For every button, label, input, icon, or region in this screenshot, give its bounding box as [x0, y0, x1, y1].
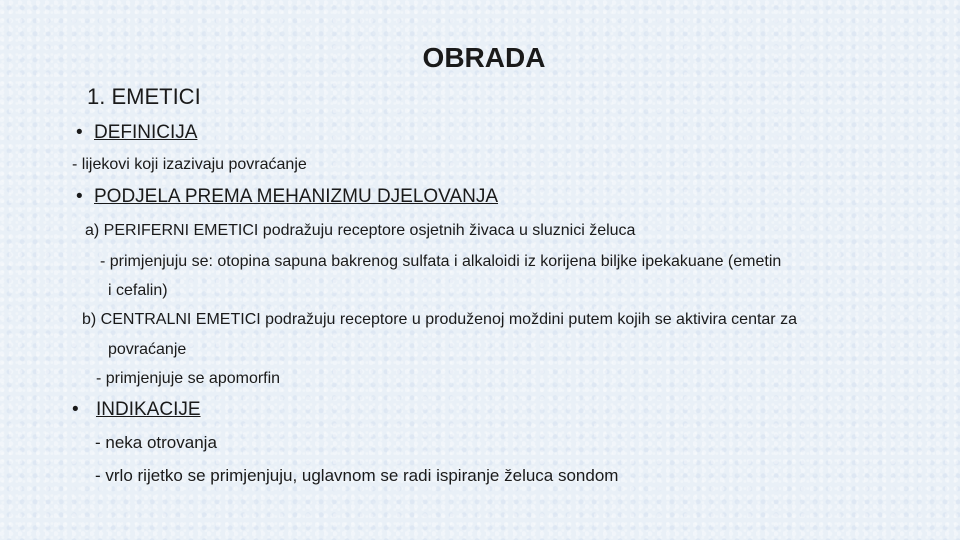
bullet-icon: • [72, 399, 79, 420]
definicija-heading: DEFINICIJA [94, 122, 198, 143]
podjela-b-2: povraćanje [108, 341, 187, 358]
podjela-b-1: b) CENTRALNI EMETICI podražuju receptore u produženoj moždini putem kojih se aktivira centar za [82, 311, 797, 328]
bullet-icon: • [76, 186, 83, 207]
indikacije-heading: INDIKACIJE [96, 399, 201, 420]
podjela-heading: PODJELA PREMA MEHANIZMU DJELOVANJA [94, 186, 499, 207]
section-heading: 1. EMETICI [87, 84, 201, 109]
podjela-a-use-1: - primjenjuju se: otopina sapuna bakrenog sulfata i alkaloidi iz korijena biljke ipekakuane (emetin [100, 253, 782, 270]
indikacije-item-2: - vrlo rijetko se primjenjuju, uglavnom se radi ispiranje želuca sondom [95, 466, 619, 485]
bullet-podjela [76, 186, 498, 208]
podjela-a: a) PERIFERNI EMETICI podražuju receptore osjetnih živaca u sluznici želuca [85, 222, 636, 239]
indikacije-item-1: - neka otrovanja [95, 433, 217, 452]
podjela-b-use: - primjenjuje se apomorfin [96, 370, 281, 387]
slide-title: OBRADA [422, 42, 546, 73]
bullet-definicija [76, 122, 197, 144]
definicija-text: - lijekovi koji izazivaju povraćanje [72, 156, 307, 173]
podjela-a-use-2: i cefalin) [108, 282, 168, 299]
bullet-icon: • [76, 122, 83, 143]
bullet-indikacije [72, 399, 201, 421]
